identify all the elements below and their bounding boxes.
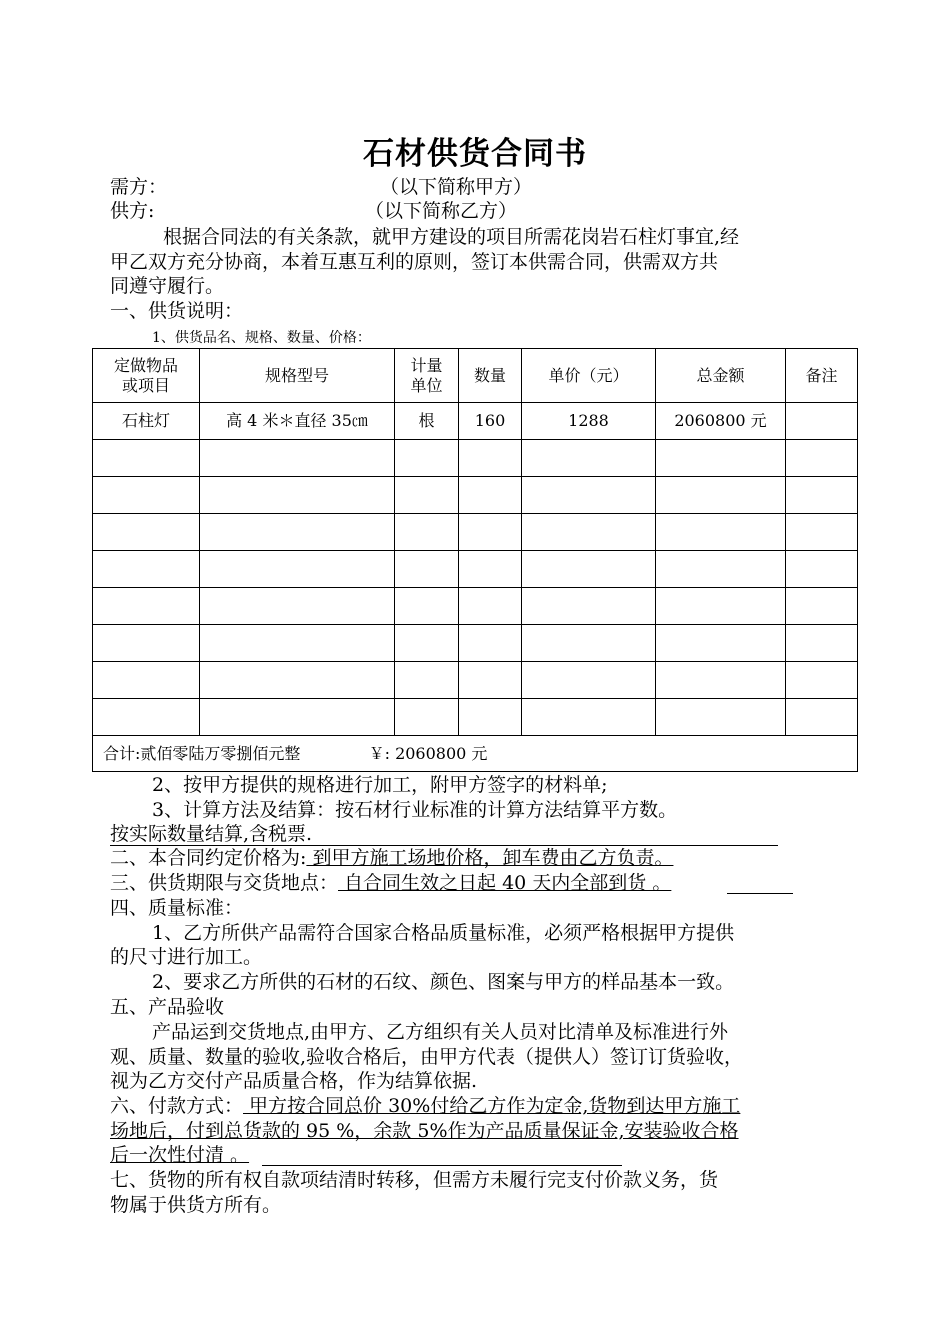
section3-value: 自合同生效之日起 40 天内全部到货 。 (338, 872, 672, 894)
empty-table-row (93, 625, 858, 662)
header-price: 单价（元） (522, 349, 656, 403)
empty-table-row (93, 699, 858, 736)
total-amount-words: 合计:贰佰零陆万零捌佰元整 (103, 743, 301, 763)
intro-line-1: 根据合同法的有关条款，就甲方建设的项目所需花岗岩石柱灯事宜,经 (163, 226, 740, 248)
section4-p1-line2: 的尺寸进行加工。 (110, 946, 263, 968)
item3-continuation: 按实际数量结算,含税票. (110, 823, 313, 845)
cell-price: 1288 (522, 403, 656, 440)
section5-line1: 产品运到交货地点,由甲方、乙方组织有关人员对比清单及标准进行外 (152, 1021, 729, 1043)
underline-rule (727, 893, 793, 894)
section6-value-1: 甲方按合同总价 30%付给乙方作为定金,货物到达甲方施工 (243, 1095, 741, 1117)
cell-spec: 高 4 米＊直径 35㎝ (200, 403, 395, 440)
seller-note: （以下简称乙方） (365, 200, 518, 222)
section5-line3: 视为乙方交付产品质量合格，作为结算依据. (110, 1070, 478, 1092)
section4-p1-line1: 1、乙方所供产品需符合国家合格品质量标准，必须严格根据甲方提供 (152, 922, 735, 944)
section4-p2: 2、要求乙方所供的石材的石纹、颜色、图案与甲方的样品基本一致。 (152, 971, 735, 993)
empty-table-row (93, 588, 858, 625)
seller-line (110, 199, 850, 223)
seller-label: 供方: (110, 200, 155, 222)
buyer-line (110, 175, 850, 199)
table-header-row (93, 349, 858, 403)
header-spec: 规格型号 (200, 349, 395, 403)
cell-qty: 160 (459, 403, 522, 440)
section6-label: 六、付款方式： (110, 1095, 244, 1117)
total-cell (93, 736, 858, 772)
empty-table-row (93, 662, 858, 699)
section6-line3 (110, 1143, 850, 1167)
section5-line2: 观、质量、数量的验收,验收合格后，由甲方代表（提供人）签订订货验收， (110, 1046, 744, 1068)
section6-line1 (110, 1094, 850, 1118)
item2-text: 2、按甲方提供的规格进行加工，附甲方签字的材料单; (152, 774, 608, 796)
cell-remark (786, 403, 858, 440)
section2-line (110, 846, 850, 870)
intro-line-2: 甲乙双方充分协商，本着互惠互利的原则，签订本供需合同，供需双方共 (110, 251, 719, 273)
section1-subheading: 1、供货品名、规格、数量、价格： (152, 330, 371, 346)
total-amount-number: ￥: 2060800 元 (368, 743, 488, 763)
cell-unit: 根 (395, 403, 459, 440)
header-qty: 数量 (459, 349, 522, 403)
section2-label: 二、本合同约定价格为: (110, 847, 307, 869)
section3-line (110, 871, 850, 895)
contract-title: 石材供货合同书 (363, 136, 587, 172)
header-item: 定做物品 或项目 (93, 349, 200, 403)
section5-heading: 五、产品验收 (110, 996, 225, 1018)
section1-heading: 一、供货说明： (110, 300, 244, 322)
section7-line1: 七、货物的所有权自款项结清时转移，但需方未履行完支付价款义务，货 (110, 1169, 719, 1191)
section2-value: 到甲方施工场地价格，卸车费由乙方负责。 (306, 847, 674, 869)
section3-label: 三、供货期限与交货地点： (110, 872, 339, 894)
header-total: 总金额 (656, 349, 786, 403)
section4-heading: 四、质量标准： (110, 897, 244, 919)
header-unit: 计量 单位 (395, 349, 459, 403)
item3-text: 3、计算方法及结算：按石材行业标准的计算方法结算平方数。 (152, 799, 678, 821)
section6-line2: 场地后，付到总货款的 95 %，余款 5%作为产品质量保证金,安装验收合格 (110, 1120, 739, 1142)
empty-table-row (93, 477, 858, 514)
cell-total: 2060800 元 (656, 403, 786, 440)
empty-table-row (93, 514, 858, 551)
empty-table-row (93, 551, 858, 588)
table-row (93, 403, 858, 440)
buyer-note: （以下简称甲方） (380, 176, 533, 198)
buyer-label: 需方： (110, 176, 168, 198)
empty-table-row (93, 440, 858, 477)
section6-value-3: 后一次性付清 。 (110, 1144, 250, 1166)
cell-item: 石柱灯 (93, 403, 200, 440)
underline-rule (262, 1165, 622, 1166)
header-remark: 备注 (786, 349, 858, 403)
goods-table (92, 348, 858, 772)
intro-line-3: 同遵守履行。 (110, 275, 225, 297)
section7-line2: 物属于供货方所有。 (110, 1194, 282, 1216)
table-total-row (93, 736, 858, 772)
